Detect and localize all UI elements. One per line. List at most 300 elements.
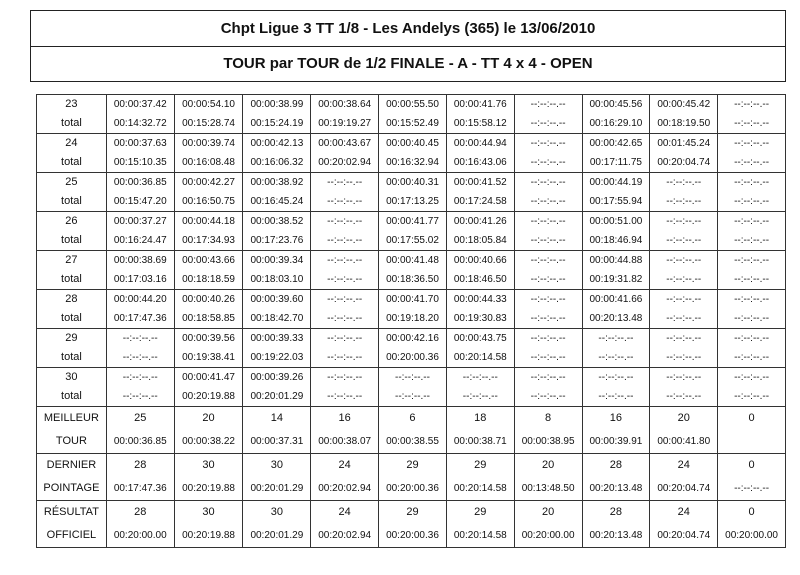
- lap-cell-top: 00:00:41.76: [453, 99, 507, 110]
- lap-cell-top: 00:00:43.67: [318, 138, 372, 149]
- lap-cell-top: 00:00:40.26: [182, 294, 235, 305]
- lap-cell-top: --:--:--.--: [666, 372, 702, 383]
- lap-cell-top: 00:00:42.27: [182, 177, 235, 188]
- lap-cell-top: --:--:--.--: [666, 255, 702, 266]
- lap-cell: [243, 251, 311, 290]
- lap-cell: [379, 329, 447, 368]
- lap-cell-bottom: 00:17:13.25: [386, 196, 439, 207]
- lap-cell-top: --:--:--.--: [734, 216, 770, 227]
- lap-cell: [446, 329, 514, 368]
- summary-cell-top: 0: [748, 412, 755, 424]
- lap-cell-top: --:--:--.--: [122, 372, 158, 383]
- lap-cell-bottom: 00:18:19.50: [657, 118, 711, 129]
- summary-cell-bottom: 00:00:36.85: [113, 436, 167, 447]
- lap-cell: [379, 173, 447, 212]
- lap-cell-bottom: 00:18:05.84: [453, 235, 507, 246]
- lap-cell-bottom: --:--:--.--: [327, 274, 363, 285]
- summary-cell-bottom: 00:20:13.48: [589, 530, 643, 541]
- lap-cell: [174, 134, 243, 173]
- lap-cell: [311, 251, 379, 290]
- summary-cell-bottom: 00:20:19.88: [182, 530, 235, 541]
- lap-cell: [446, 173, 514, 212]
- lap-cell-bottom: --:--:--.--: [530, 313, 566, 324]
- lap-cell: [514, 329, 582, 368]
- lap-cell-top: --:--:--.--: [122, 333, 158, 344]
- lap-cell-top: 00:00:45.56: [589, 99, 643, 110]
- lap-cell: [174, 368, 243, 407]
- lap-cell: [718, 212, 786, 251]
- summary-cell-bottom: 00:00:38.55: [386, 436, 439, 447]
- summary-label: [37, 407, 107, 454]
- lap-cell: [106, 290, 174, 329]
- lap-cell-bottom: 00:17:34.93: [182, 235, 235, 246]
- lap-cell-bottom: 00:18:42.70: [250, 313, 304, 324]
- lap-cell-bottom: --:--:--.--: [394, 391, 430, 402]
- lap-cell-bottom: 00:19:31.82: [589, 274, 643, 285]
- lap-cell: [582, 95, 650, 134]
- title-box: [30, 10, 786, 82]
- summary-label: [37, 501, 107, 548]
- lap-cell-bottom: 00:17:55.02: [386, 235, 439, 246]
- lap-cell: [379, 251, 447, 290]
- lap-cell-bottom: 00:20:19.88: [182, 391, 235, 402]
- lap-cell-bottom: 00:15:24.19: [250, 118, 304, 129]
- lap-cell-bottom: --:--:--.--: [734, 391, 770, 402]
- lap-cell-bottom: --:--:--.--: [734, 235, 770, 246]
- lap-cell-bottom: 00:18:46.50: [453, 274, 507, 285]
- lap-cell-top: --:--:--.--: [666, 177, 702, 188]
- lap-label-top: 28: [65, 293, 78, 305]
- summary-cell: [650, 407, 718, 454]
- lap-cell: [379, 368, 447, 407]
- summary-cell-bottom: 00:20:04.74: [657, 483, 711, 494]
- lap-row: [37, 212, 786, 251]
- lap-cell-bottom: --:--:--.--: [327, 313, 363, 324]
- lap-cell: [243, 290, 311, 329]
- lap-cell-top: --:--:--.--: [327, 372, 363, 383]
- lap-cell-bottom: 00:18:46.94: [589, 235, 643, 246]
- lap-cell-bottom: 00:19:30.83: [453, 313, 507, 324]
- lap-cell-bottom: --:--:--.--: [666, 196, 702, 207]
- summary-cell-top: 29: [474, 459, 487, 471]
- lap-label: [37, 251, 107, 290]
- lap-label-top: 25: [65, 176, 78, 188]
- lap-cell-top: 00:00:41.52: [453, 177, 507, 188]
- lap-cell-top: 00:00:41.26: [453, 216, 507, 227]
- summary-cell-top: 14: [270, 412, 283, 424]
- lap-row: [37, 134, 786, 173]
- lap-cell-bottom: --:--:--.--: [327, 196, 363, 207]
- lap-row: [37, 290, 786, 329]
- summary-cell-bottom: 00:20:00.00: [521, 530, 575, 541]
- summary-cell: [379, 501, 447, 548]
- lap-cell: [174, 329, 243, 368]
- lap-cell-bottom: --:--:--.--: [666, 352, 702, 363]
- lap-cell: [650, 134, 718, 173]
- lap-cell-top: 00:00:38.99: [250, 99, 304, 110]
- lap-cell-bottom: --:--:--.--: [734, 118, 770, 129]
- lap-cell-bottom: 00:18:58.85: [182, 313, 235, 324]
- summary-label-top: RÉSULTAT: [43, 506, 99, 518]
- summary-cell: [243, 501, 311, 548]
- lap-cell-bottom: --:--:--.--: [734, 352, 770, 363]
- lap-cell: [379, 212, 447, 251]
- lap-cell: [446, 134, 514, 173]
- lap-cell-top: --:--:--.--: [530, 138, 566, 149]
- lap-cell: [514, 212, 582, 251]
- lap-cell-bottom: 00:20:00.36: [386, 352, 439, 363]
- lap-cell-top: 00:00:41.48: [386, 255, 439, 266]
- summary-cell: [582, 501, 650, 548]
- lap-cell-top: 00:00:39.26: [250, 372, 304, 383]
- summary-cell: [514, 501, 582, 548]
- lap-cell: [582, 368, 650, 407]
- lap-cell-top: --:--:--.--: [666, 294, 702, 305]
- lap-cell: [718, 251, 786, 290]
- lap-cell-bottom: 00:17:11.75: [589, 157, 642, 168]
- lap-cell: [650, 173, 718, 212]
- lap-label-bottom: total: [61, 117, 82, 129]
- summary-cell-top: 28: [134, 506, 147, 518]
- summary-label-bottom: TOUR: [55, 435, 87, 447]
- lap-cell: [311, 173, 379, 212]
- lap-cell-bottom: 00:15:10.35: [113, 157, 167, 168]
- summary-cell-bottom: 00:00:38.22: [182, 436, 235, 447]
- lap-label-top: 27: [65, 254, 78, 266]
- lap-cell-top: 00:00:41.66: [589, 294, 643, 305]
- summary-cell-top: 28: [609, 459, 623, 471]
- lap-cell: [379, 134, 447, 173]
- lap-cell-top: --:--:--.--: [327, 294, 363, 305]
- lap-cell-bottom: --:--:--.--: [530, 274, 566, 285]
- summary-cell-bottom: 00:20:14.58: [453, 530, 507, 541]
- lap-label: [37, 95, 107, 134]
- lap-cell-bottom: 00:16:32.94: [386, 157, 439, 168]
- summary-cell: [718, 407, 786, 454]
- lap-cell-top: --:--:--.--: [598, 372, 634, 383]
- summary-label-top: MEILLEUR: [43, 412, 99, 424]
- lap-cell-top: --:--:--.--: [327, 216, 363, 227]
- lap-cell-top: --:--:--.--: [327, 177, 363, 188]
- lap-cell: [174, 251, 243, 290]
- lap-cell-top: --:--:--.--: [734, 255, 770, 266]
- lap-cell: [514, 173, 582, 212]
- lap-row: [37, 251, 786, 290]
- lap-cell-top: 00:00:44.18: [182, 216, 235, 227]
- summary-cell: [106, 454, 174, 501]
- lap-cell-top: 00:00:38.69: [113, 255, 167, 266]
- lap-cell: [106, 212, 174, 251]
- lap-cell-bottom: 00:14:32.72: [113, 118, 167, 129]
- lap-cell: [106, 95, 174, 134]
- summary-cell-bottom: 00:20:02.94: [318, 530, 372, 541]
- summary-cell-top: 30: [270, 459, 283, 471]
- lap-label-bottom: total: [61, 351, 82, 363]
- lap-cell-top: --:--:--.--: [327, 255, 363, 266]
- lap-cell-bottom: 00:18:36.50: [386, 274, 439, 285]
- lap-cell-bottom: 00:18:03.10: [250, 274, 304, 285]
- lap-cell-top: 00:00:42.65: [589, 138, 643, 149]
- lap-cell: [311, 368, 379, 407]
- summary-cell-top: 20: [541, 506, 555, 518]
- lap-cell: [582, 329, 650, 368]
- summary-cell-top: 20: [677, 412, 690, 424]
- lap-cell-bottom: 00:16:29.10: [589, 118, 643, 129]
- lap-cell-top: 00:00:43.75: [453, 333, 507, 344]
- lap-label-top: 23: [65, 98, 78, 110]
- lap-cell-top: 00:00:42.13: [250, 138, 304, 149]
- summary-cell-bottom: 00:20:13.48: [589, 483, 643, 494]
- lap-cell-bottom: 00:20:04.74: [657, 157, 711, 168]
- lap-cell-top: 00:00:38.92: [250, 177, 304, 188]
- lap-cell: [311, 290, 379, 329]
- lap-label-top: 24: [65, 137, 78, 149]
- lap-times-table: [36, 94, 786, 548]
- summary-cell-top: 16: [338, 412, 351, 424]
- summary-row: [37, 454, 786, 501]
- lap-cell-bottom: --:--:--.--: [666, 391, 702, 402]
- lap-cell-bottom: 00:20:01.29: [250, 391, 304, 402]
- summary-cell-top: 24: [338, 506, 351, 518]
- lap-cell: [243, 212, 311, 251]
- lap-cell: [311, 95, 379, 134]
- lap-cell-top: 00:00:54.10: [182, 99, 235, 110]
- lap-cell: [174, 95, 243, 134]
- lap-cell-top: 00:00:45.42: [657, 99, 711, 110]
- summary-cell-bottom: 00:00:38.07: [318, 436, 372, 447]
- summary-cell-bottom: 00:20:00.36: [386, 530, 439, 541]
- lap-cell: [718, 95, 786, 134]
- lap-cell-bottom: --:--:--.--: [530, 118, 566, 129]
- lap-row: [37, 368, 786, 407]
- lap-cell: [174, 212, 243, 251]
- lap-cell: [446, 290, 514, 329]
- summary-cell-top: 18: [474, 412, 487, 424]
- summary-cell: [446, 501, 514, 548]
- summary-label-top: DERNIER: [46, 459, 97, 471]
- summary-cell-top: 0: [748, 506, 755, 518]
- lap-cell: [243, 173, 311, 212]
- lap-row: [37, 95, 786, 134]
- summary-cell: [106, 501, 174, 548]
- lap-cell-top: 00:00:39.56: [182, 333, 235, 344]
- summary-cell-bottom: 00:00:39.91: [589, 436, 643, 447]
- lap-cell-top: --:--:--.--: [666, 333, 702, 344]
- lap-cell-bottom: 00:18:18.59: [182, 274, 235, 285]
- lap-label: [37, 290, 107, 329]
- lap-cell-bottom: --:--:--.--: [530, 196, 566, 207]
- summary-cell: [311, 454, 379, 501]
- summary-cell: [311, 501, 379, 548]
- lap-cell-top: 00:00:41.77: [386, 216, 439, 227]
- summary-label: [37, 454, 107, 501]
- summary-cell-bottom: 00:20:14.58: [453, 483, 507, 494]
- lap-cell: [446, 368, 514, 407]
- lap-cell: [514, 95, 582, 134]
- lap-cell-bottom: --:--:--.--: [666, 235, 702, 246]
- summary-cell-bottom: 00:20:00.36: [386, 483, 439, 494]
- lap-cell-bottom: --:--:--.--: [462, 391, 498, 402]
- summary-cell-top: 29: [406, 506, 419, 518]
- lap-label-bottom: total: [61, 195, 82, 207]
- summary-cell-bottom: 00:17:47.36: [113, 483, 167, 494]
- summary-cell: [582, 407, 650, 454]
- summary-cell: [174, 407, 243, 454]
- lap-cell-top: 00:00:39.74: [182, 138, 235, 149]
- summary-cell-top: 8: [545, 412, 552, 424]
- lap-label-bottom: total: [61, 234, 82, 246]
- lap-label-bottom: total: [61, 156, 82, 168]
- lap-cell-top: --:--:--.--: [530, 255, 566, 266]
- lap-cell: [106, 368, 174, 407]
- lap-cell-bottom: --:--:--.--: [122, 391, 158, 402]
- lap-cell-bottom: --:--:--.--: [530, 391, 566, 402]
- lap-cell-bottom: 00:16:43.06: [453, 157, 507, 168]
- lap-cell-top: --:--:--.--: [734, 333, 770, 344]
- lap-cell: [446, 212, 514, 251]
- lap-cell-top: 00:00:40.31: [386, 177, 439, 188]
- lap-cell-top: 00:00:44.94: [453, 138, 507, 149]
- summary-cell: [446, 407, 514, 454]
- lap-cell: [243, 95, 311, 134]
- lap-cell-bottom: 00:17:47.36: [113, 313, 167, 324]
- lap-cell: [582, 212, 650, 251]
- lap-cell: [514, 251, 582, 290]
- lap-cell-bottom: 00:20:02.94: [318, 157, 372, 168]
- lap-cell-bottom: --:--:--.--: [734, 274, 770, 285]
- summary-cell: [243, 454, 311, 501]
- lap-cell-bottom: --:--:--.--: [734, 157, 770, 168]
- lap-cell-bottom: 00:17:03.16: [113, 274, 167, 285]
- lap-label-bottom: total: [61, 273, 82, 285]
- lap-cell-top: 00:00:51.00: [589, 216, 643, 227]
- lap-cell-bottom: --:--:--.--: [666, 313, 702, 324]
- lap-cell-top: 00:00:44.88: [589, 255, 643, 266]
- lap-cell: [106, 329, 174, 368]
- lap-cell: [243, 329, 311, 368]
- lap-cell: [106, 251, 174, 290]
- lap-cell-bottom: 00:17:24.58: [453, 196, 507, 207]
- summary-cell: [650, 501, 718, 548]
- summary-cell: [106, 407, 174, 454]
- lap-label: [37, 212, 107, 251]
- page-title: Chpt Ligue 3 TT 1/8 - Les Andelys (365) le 13/06/2010: [31, 11, 785, 47]
- lap-cell: [718, 329, 786, 368]
- lap-label: [37, 329, 107, 368]
- lap-cell-bottom: 00:17:23.76: [250, 235, 304, 246]
- summary-cell: [379, 454, 447, 501]
- summary-cell-top: 24: [677, 459, 690, 471]
- lap-cell-top: 00:00:41.47: [182, 372, 235, 383]
- lap-cell-bottom: --:--:--.--: [734, 313, 770, 324]
- summary-label-bottom: OFFICIEL: [46, 529, 97, 541]
- lap-cell-bottom: --:--:--.--: [530, 157, 566, 168]
- lap-cell: [514, 368, 582, 407]
- summary-cell-bottom: 00:00:41.80: [657, 436, 711, 447]
- lap-cell-top: --:--:--.--: [394, 372, 430, 383]
- lap-cell-top: 00:00:37.27: [113, 216, 167, 227]
- lap-cell-bottom: 00:16:45.24: [250, 196, 304, 207]
- summary-row: [37, 407, 786, 454]
- lap-cell: [650, 95, 718, 134]
- lap-cell-bottom: --:--:--.--: [598, 391, 634, 402]
- summary-cell-bottom: 00:20:01.29: [250, 530, 304, 541]
- lap-cell-bottom: 00:15:28.74: [182, 118, 235, 129]
- lap-cell: [174, 173, 243, 212]
- summary-cell-bottom: --:--:--.--: [734, 483, 770, 494]
- lap-label: [37, 134, 107, 173]
- lap-row: [37, 173, 786, 212]
- lap-cell-bottom: 00:15:47.20: [113, 196, 167, 207]
- summary-cell-bottom: 00:20:01.29: [250, 483, 304, 494]
- lap-cell-bottom: 00:19:22.03: [250, 352, 304, 363]
- summary-cell-bottom: 00:20:02.94: [318, 483, 372, 494]
- lap-label: [37, 368, 107, 407]
- page-subtitle: TOUR par TOUR de 1/2 FINALE - A - TT 4 x 4 - OPEN: [223, 55, 593, 72]
- lap-cell: [243, 368, 311, 407]
- lap-cell: [379, 290, 447, 329]
- lap-cell: [650, 251, 718, 290]
- lap-cell-bottom: --:--:--.--: [530, 235, 566, 246]
- lap-cell-top: 00:00:41.70: [386, 294, 439, 305]
- lap-cell-top: 00:01:45.24: [657, 138, 711, 149]
- summary-cell-top: 6: [409, 412, 416, 424]
- summary-cell: [379, 407, 447, 454]
- lap-cell-top: --:--:--.--: [734, 372, 770, 383]
- lap-cell-top: --:--:--.--: [530, 294, 566, 305]
- lap-label-top: 30: [65, 371, 78, 383]
- summary-cell-top: 30: [270, 506, 283, 518]
- lap-cell: [514, 134, 582, 173]
- lap-label-bottom: total: [61, 390, 82, 402]
- lap-cell-top: 00:00:55.50: [386, 99, 439, 110]
- lap-cell-top: --:--:--.--: [327, 333, 363, 344]
- summary-cell: [174, 501, 243, 548]
- lap-cell: [106, 134, 174, 173]
- lap-cell-top: 00:00:43.66: [182, 255, 235, 266]
- summary-cell: [514, 407, 582, 454]
- lap-cell: [243, 134, 311, 173]
- lap-cell-top: --:--:--.--: [598, 333, 634, 344]
- lap-cell-bottom: --:--:--.--: [327, 235, 363, 246]
- lap-cell: [582, 290, 650, 329]
- lap-cell: [311, 134, 379, 173]
- lap-cell-bottom: 00:19:19.27: [318, 118, 372, 129]
- lap-cell-top: --:--:--.--: [734, 177, 770, 188]
- lap-label-top: 29: [65, 332, 78, 344]
- summary-cell-top: 0: [748, 459, 755, 471]
- lap-cell: [446, 95, 514, 134]
- summary-cell-top: 24: [338, 459, 351, 471]
- summary-cell: [243, 407, 311, 454]
- lap-cell-top: --:--:--.--: [734, 138, 770, 149]
- lap-cell: [174, 290, 243, 329]
- lap-cell-top: 00:00:44.19: [589, 177, 643, 188]
- lap-cell-top: 00:00:38.52: [250, 216, 304, 227]
- lap-cell-top: --:--:--.--: [734, 99, 770, 110]
- summary-row: [37, 501, 786, 548]
- lap-cell-top: 00:00:44.33: [453, 294, 507, 305]
- summary-cell-top: 20: [541, 459, 555, 471]
- summary-cell-top: 28: [609, 506, 623, 518]
- lap-cell-bottom: 00:15:52.49: [386, 118, 439, 129]
- lap-cell-bottom: 00:16:50.75: [182, 196, 235, 207]
- summary-cell-top: 25: [134, 412, 147, 424]
- lap-cell-bottom: 00:16:24.47: [113, 235, 167, 246]
- lap-cell: [311, 329, 379, 368]
- lap-cell-top: 00:00:40.66: [453, 255, 507, 266]
- lap-cell-top: 00:00:37.42: [113, 99, 167, 110]
